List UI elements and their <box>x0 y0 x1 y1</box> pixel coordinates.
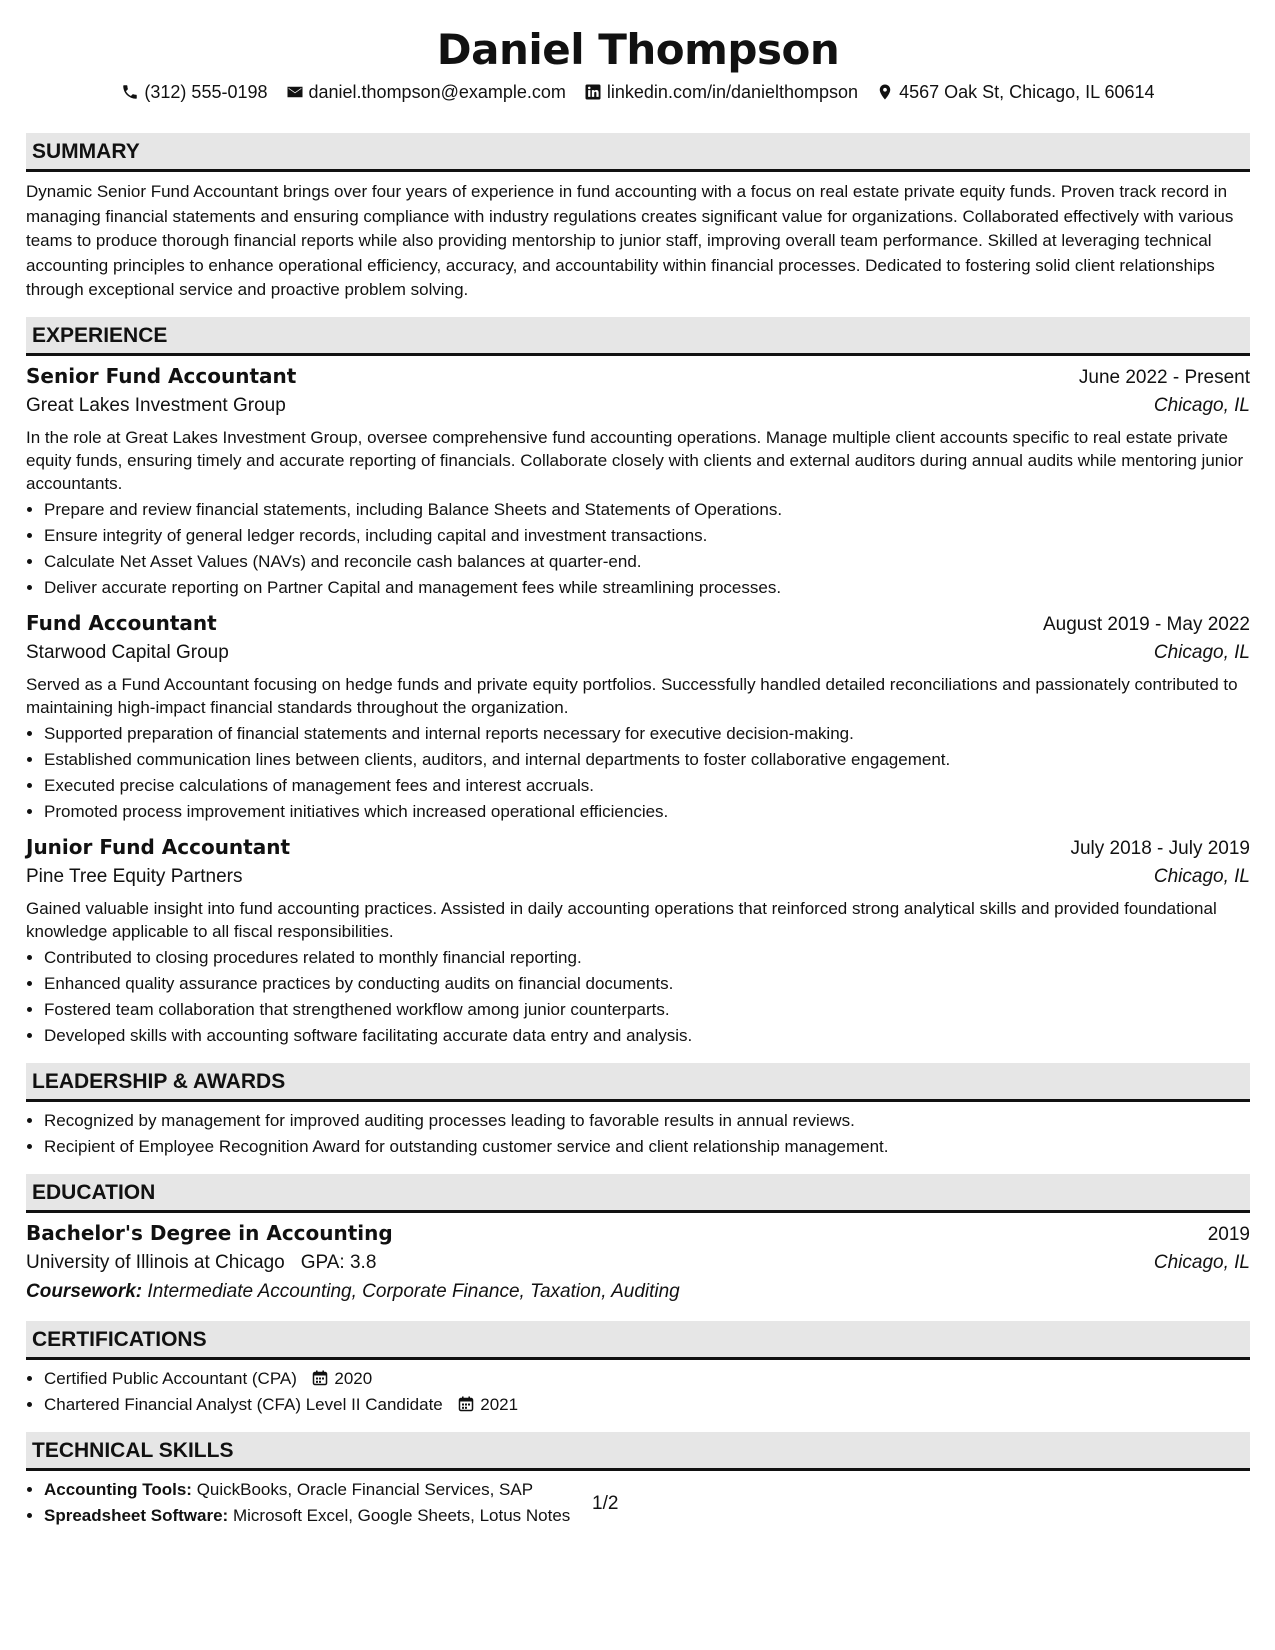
email-text: daniel.thompson@example.com <box>308 82 566 102</box>
list-item <box>44 1366 1250 1392</box>
skill-label: Accounting Tools: <box>44 1479 192 1499</box>
job-dates: June 2022 - Present <box>1078 366 1250 388</box>
degree: Bachelor's Degree in Accounting <box>26 1220 393 1245</box>
job-company: Great Lakes Investment Group <box>26 394 286 416</box>
phone-text: (312) 555-0198 <box>144 82 268 102</box>
coursework-label: Coursework: <box>26 1280 143 1302</box>
list-item: • Fostered team collaboration that strengthened workflow among junior counterparts. <box>44 997 1250 1023</box>
summary-heading: SUMMARY <box>26 133 1250 172</box>
envelope-icon <box>286 83 304 101</box>
list-item <box>44 1392 1250 1418</box>
list-item: • Recipient of Employee Recognition Award for outstanding customer service and client relationship management. <box>44 1134 1250 1160</box>
leadership-bullets <box>26 1108 1250 1160</box>
certifications-list <box>26 1366 1250 1418</box>
graduation-year: 2019 <box>1207 1223 1250 1245</box>
job-bullets <box>26 721 1250 825</box>
address-text: 4567 Oak St, Chicago, IL 60614 <box>899 82 1155 102</box>
coursework-list: Intermediate Accounting, Corporate Finance, Taxation, Auditing <box>147 1280 680 1302</box>
cert-name: Chartered Financial Analyst (CFA) Level II Candidate <box>44 1394 443 1414</box>
school-name: University of Illinois at Chicago <box>26 1251 285 1273</box>
job-location: Chicago, IL <box>1153 865 1250 887</box>
map-pin-icon <box>876 83 894 101</box>
list-item: • Enhanced quality assurance practices by conducting audits on financial documents. <box>44 971 1250 997</box>
page-number: 1/2 <box>592 1493 619 1514</box>
phone-icon <box>121 83 139 101</box>
skills-heading: TECHNICAL SKILLS <box>26 1432 1250 1471</box>
calendar-icon <box>312 1370 328 1386</box>
list-item: • Contributed to closing procedures related to monthly financial reporting. <box>44 945 1250 971</box>
job-entry <box>26 609 1250 825</box>
job-title: Senior Fund Accountant <box>26 363 297 388</box>
list-item: • Calculate Net Asset Values (NAVs) and reconcile cash balances at quarter-end. <box>44 549 1250 575</box>
job-description: Gained valuable insight into fund accounting practices. Assisted in daily accounting operations that reinforced strong analytical skills and provided foundational knowledge applicable to all fiscal responsibilities. <box>26 898 1217 941</box>
skills-list <box>26 1477 1250 1529</box>
skill-value: Microsoft Excel, Google Sheets, Lotus Notes <box>232 1505 571 1525</box>
candidate-name: Daniel Thompson <box>436 25 840 74</box>
list-item: • Developed skills with accounting software facilitating accurate data entry and analysis. <box>44 1023 1250 1049</box>
list-item: • Promoted process improvement initiatives which increased operational efficiencies. <box>44 799 1250 825</box>
leadership-heading: LEADERSHIP & AWARDS <box>26 1063 1250 1102</box>
job-entry <box>26 362 1250 601</box>
job-company: Pine Tree Equity Partners <box>26 865 243 887</box>
job-description: In the role at Great Lakes Investment Group, oversee comprehensive fund accounting operations. Manage multiple client accounts specific to real estate private equity funds, ensuring timely and accurate reporting of financials. Collaborate closely with clients and external auditors during annual audits while mentoring junior accountants. <box>26 427 1244 493</box>
education-entry <box>26 1219 1250 1307</box>
contact-phone <box>121 80 267 104</box>
cert-name: Certified Public Accountant (CPA) <box>44 1368 297 1388</box>
summary-text: Dynamic Senior Fund Accountant brings over four years of experience in fund accounting with a focus on real estate private equity funds. Proven track record in managing financial statements and ensuring compliance with industry regulations creates significant value for organizations. Collaborated effectively with various teams to produce thorough financial reports while also providing mentorship to junior staff, improving overall team performance. Skilled at leveraging technical accounting principles to enhance operational efficiency, accuracy, and accountability within financial processes. Dedicated to fostering solid client relationships through exceptional service and proactive problem solving. <box>26 182 1234 299</box>
certifications-heading: CERTIFICATIONS <box>26 1321 1250 1360</box>
education-heading: EDUCATION <box>26 1174 1250 1213</box>
list-item: • Established communication lines between clients, auditors, and internal departments to foster collaborative engagement. <box>44 747 1250 773</box>
calendar-icon <box>458 1396 474 1412</box>
school-location: Chicago, IL <box>1153 1251 1250 1273</box>
coursework <box>26 1277 1250 1307</box>
job-bullets <box>26 497 1250 601</box>
list-item: • Supported preparation of financial statements and internal reports necessary for executive decision-making. <box>44 721 1250 747</box>
skill-value: QuickBooks, Oracle Financial Services, SAP <box>196 1479 534 1499</box>
cert-year: 2021 <box>480 1394 519 1414</box>
job-location: Chicago, IL <box>1153 394 1250 416</box>
gpa: GPA: 3.8 <box>300 1251 377 1273</box>
job-entry <box>26 833 1250 1049</box>
list-item: • Executed precise calculations of management fees and interest accruals. <box>44 773 1250 799</box>
job-dates: July 2018 - July 2019 <box>1070 837 1250 859</box>
job-company: Starwood Capital Group <box>26 641 229 663</box>
job-dates: August 2019 - May 2022 <box>1042 613 1250 635</box>
job-description: Served as a Fund Accountant focusing on hedge funds and private equity portfolios. Successfully handled detailed reconciliations and passionately contributed to maintaining high-impact financial standards throughout the organization. <box>26 674 1238 717</box>
contact-address <box>876 80 1155 104</box>
contact-linkedin <box>584 80 858 104</box>
experience-heading: EXPERIENCE <box>26 317 1250 356</box>
list-item: • Recognized by management for improved auditing processes leading to favorable results in annual reviews. <box>44 1108 1250 1134</box>
job-title: Junior Fund Accountant <box>26 834 291 859</box>
contact-email <box>286 80 566 104</box>
contact-bar <box>26 80 1250 104</box>
list-item <box>44 1477 1250 1503</box>
linkedin-icon <box>584 83 602 101</box>
skill-label: Spreadsheet Software: <box>44 1505 229 1525</box>
job-bullets <box>26 945 1250 1049</box>
list-item: • Deliver accurate reporting on Partner Capital and management fees while streamlining processes. <box>44 575 1250 601</box>
job-title: Fund Accountant <box>26 610 217 635</box>
cert-year: 2020 <box>334 1368 373 1388</box>
resume-page <box>26 0 1250 1529</box>
school-line <box>26 1249 376 1277</box>
job-location: Chicago, IL <box>1153 641 1250 663</box>
list-item <box>44 1503 1250 1529</box>
list-item: • Ensure integrity of general ledger records, including capital and investment transactions. <box>44 523 1250 549</box>
list-item: • Prepare and review financial statements, including Balance Sheets and Statements of Operations. <box>44 497 1250 523</box>
linkedin-text: linkedin.com/in/danielthompson <box>606 82 859 102</box>
